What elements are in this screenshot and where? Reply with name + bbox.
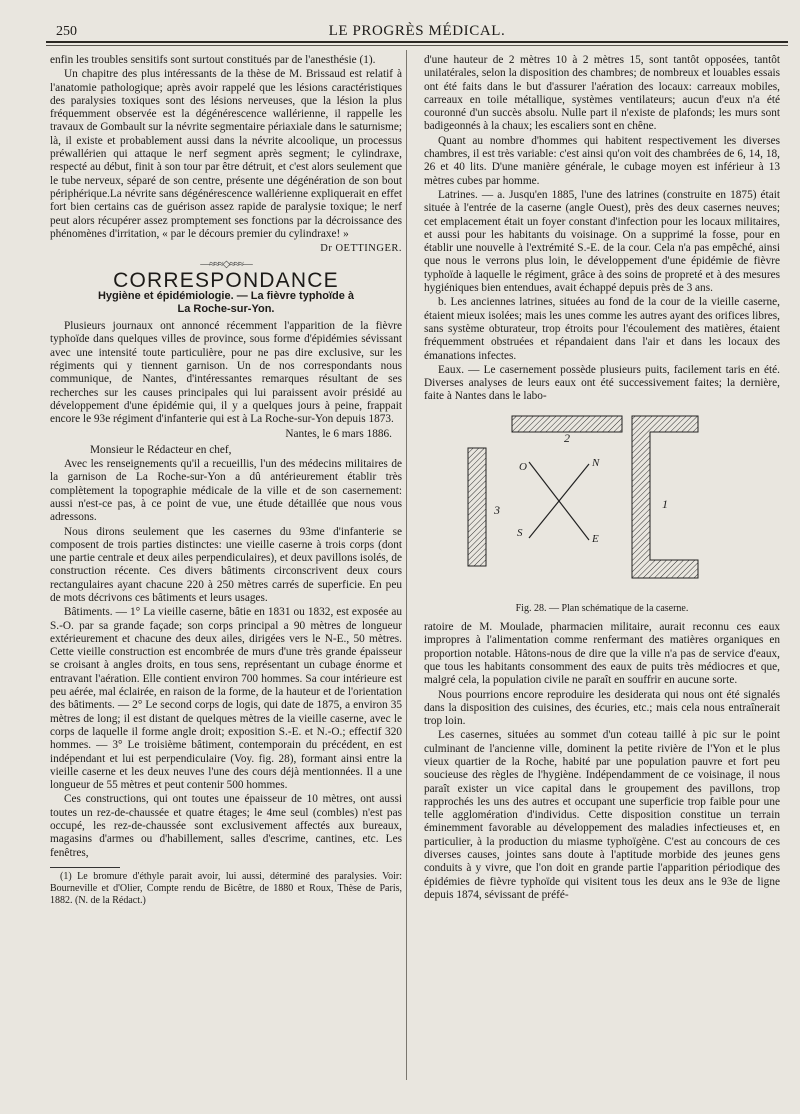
barracks-plan-figure [424, 412, 780, 602]
header-rule-thin [46, 45, 788, 46]
paragraph: Nous pourrions encore reproduire les desiderata qui nous ont été signalés dans la disposition des cuisines, des écuries, etc.; mais cela nous entraînerait trop loin. [424, 688, 780, 728]
footnote: (1) Le bromure d'éthyle parait avoir, lui aussi, déterminé des paralysies. Voir: Bourneville et d'Olier, Compte rendu de Bicêtre, de 1880 et Roux, Thèse de Paris, 1882. (N. de la Rédact.) [50, 870, 402, 906]
journal-title: LE PROGRÈS MÉDICAL. [328, 23, 506, 39]
paragraph: ratoire de M. Moulade, pharmacien militaire, aurait reconnu ces eaux impropres à l'alimentation comme renfermant des matières organiques en proportion notable. Hâtons-nous de dire que la ville n'a pas de service d'eaux, que tous les habitants consomment des eaux de puits très médiocres et que, malgré cela, la population civile ne paraît en souffrir en aucune sorte. [424, 621, 780, 687]
letter-date: Nantes, le 6 mars 1886. [285, 428, 392, 441]
barracks-plan-diagram [424, 412, 780, 602]
paragraph: Nous dirons seulement que les casernes du 93me d'infanterie se composent de trois parties distinctes: une vieille caserne à trois corps (dont une partie centrale et deux ailes perpendiculaires), et deux pavillons isolés, de construction récente. Ces divers bâtiments circonscrivent deux cours rectangulaires ayant chacune 220 à 250 mètres carrés de superficie. En peu de mots décrivons ces bâtiments et leurs usages. [50, 525, 402, 604]
subheading-line: Hygiène et épidémiologie. — La fièvre typhoïde à [97, 290, 355, 303]
paragraph: Avec les renseignements qu'il a recueillis, l'un des médecins militaires de la garnison de La Roche-sur-Yon a dû antérieurement établir très complètement la topographie médicale de la ville et de son casernement: aussi n'est-ce pas, à ce point de vue, une étude détaillée que nous vous adressons. [50, 458, 402, 524]
header-rule [46, 41, 788, 43]
page-number: 250 [56, 24, 77, 39]
figure-caption: Fig. 28. — Plan schématique de la caserne. [515, 602, 689, 614]
article-signature: Dr OETTINGER. [320, 243, 402, 255]
label-building-1: 1 [662, 496, 668, 511]
paragraph: Un chapitre des plus intéressants de la thèse de M. Brissaud est relatif à l'anatomie pathologique; après avoir rappelé que les lésions caractéristiques des paralysies toxiques sont des lésions nerveuses, que la lésion la plus fréquemment observée est la dégénérescence wallérienne, il rappelle les travaux de Gombault sur la névrite segmentaire périaxiale dans le saturnisme; là, il existe et probablement aussi dans la névrite alcoolique, un processus préwallérien qui attaque le nerf segment après segment; le cylindraxe, respecté au début, finit à son tour par être détruit, et c'est alors seulement que le tube nerveux, séparé de son centre, présente une dégénération de son bout périphérique.La névrite sans dégénérescence wallérienne expliquerait en effet fort bien certains cas de guérison assez rapide de paralysie toxique; le nerf peut alors récupérer assez promptement ses fonctions par la décroissance des phénomènes d'irritation, « par le décours premier du cylindraxe! » [50, 68, 402, 240]
paragraph: b. Les anciennes latrines, situées au fond de la cour de la vieille caserne, étaient mieux isolées; mais les unes comme les autres ayant des orifices libres, sans système obturateur, trop étroits pour l'écoulement des matières, étaient fréquemment obstruées et répandaient dans l'air et dans les locaux des émanations infectes. [424, 296, 780, 362]
paragraph: d'une hauteur de 2 mètres 10 à 2 mètres 15, sont tantôt opposées, tantôt unilatérales, selon la disposition des chambres; de nombreux et louables essais ont été faits dans le but d'assurer l'aération des locaux: carreaux mobiles, carreaux en toile métallique, systèmes ventilateurs; aucun d'eux n'a été couronné d'un succès absolu. Nulle part il n'existe de plafonds; les murs sont badigeonnés à la chaux; les escaliers sont en chêne. [424, 54, 780, 133]
compass-label-o: O [519, 460, 527, 473]
right-column [424, 54, 780, 903]
label-building-2: 2 [564, 430, 570, 445]
article-subheading [50, 290, 402, 316]
compass-label-n: N [592, 456, 600, 469]
paragraph: Les casernes, situées au sommet d'un coteau taillé à pic sur le point culminant de l'ancienne ville, dominent la petite rivière de l'Yon et le plus vieux quartier de la Roche, habité par une population pauvre et fort peu soucieuse des règles de l'hygiène. Indépendamment de ce voisinage, il nous paraît exister un vice capital dans le groupement des pavillons, trop rapprochés les uns des autres et occupant une superficie trop faible pour une telle agglomération d'individus. Cette disposition constitue un terrain éminemment favorable au développement des maladies infectieuses et, en particulier, à la production du miasme typhoïgène. C'est au concours de ces diverses causes, jointes sans doute à l'aptitude morbide des jeunes gens conduits à y vivre, que l'on doit en grande partie l'apparition périodique des épidémies de fièvre typhoïde qui visitent tous les deux ans le 93e de ligne depuis 1874, sévissant de préfé- [424, 729, 780, 901]
compass-line [529, 464, 589, 538]
column-divider [406, 50, 407, 1080]
paragraph: Ces constructions, qui ont toutes une épaisseur de 10 mètres, ont aussi toutes un rez-de-chaussée et quatre étages; le 4me seul (combles) n'est pas occupé, les rez-de-chaussée sont exclusivement affectés aux bureaux, magasins d'armes ou d'habillement, salles d'escrime, cantines, etc. Les fenêtres, [50, 793, 402, 859]
label-building-3: 3 [494, 502, 500, 517]
building-3 [468, 448, 486, 566]
compass-label-e: E [592, 532, 599, 545]
page-header [46, 18, 788, 40]
paragraph: Latrines. — a. Jusqu'en 1885, l'une des latrines (construite en 1875) était située à l'entrée de la caserne (angle Ouest), près des deux casernes neuves; cet emplacement était un foyer constant d'infection pour les locaux militaires, et aussi pour les habitants du voisinage. On a supprimé la fosse, pour en établir une nouvelle à l'extrémité S.-E. de la cour. Cela n'a pas empêché, ainsi que nous le verrons plus loin, le développement d'une épidémie de fièvre typhoïde à laquelle le régiment, grâce à des soins de propreté et à des mesures hygiéniques bien entendues, avait échappé depuis près de 3 ans. [424, 188, 780, 295]
paragraph: Eaux. — Le casernement possède plusieurs puits, facilement taris en été. Diverses analyses de leurs eaux ont été successivement faites; la dernière, faite à Nantes dans le labo- [424, 363, 780, 403]
footnote-rule [50, 867, 120, 868]
paragraph: Quant au nombre d'hommes qui habitent respectivement les diverses chambres, il est très variable: c'est ainsi qu'on voit des chambrées de 6, 14, 18, 26 et 40 lits. D'une manière générale, le cubage moyen est inférieur à 13 mètres cubes par homme. [424, 134, 780, 187]
paragraph: Plusieurs journaux ont annoncé récemment l'apparition de la fièvre typhoïde dans quelques villes de province, sous forme d'épidémies sévissant avec une intensité toute particulière, pour ne pas dire exclusive, sur les régiments qui y tiennent garnison. Un de nos correspondants nous communique, de Nantes, d'intéressantes remarques résultant de ses recherches sur les causes principales qui lui paraissent avoir présidé au développement d'une épidémie qui, il y a quelques jours à peine, frappait encore le 93e régiment d'infanterie qui est à La Roche-sur-Yon depuis 1873. [50, 320, 402, 426]
compass-label-s: S [517, 526, 523, 539]
section-title: CORRESPONDANCE [113, 268, 339, 292]
paragraph: enfin les troubles sensitifs sont surtout constitués par de l'anesthésie (1). [50, 54, 376, 66]
left-column [50, 54, 402, 908]
subheading-line: La Roche-sur-Yon. [177, 303, 275, 316]
building-2 [512, 416, 622, 432]
paragraph: Bâtiments. — 1° La vieille caserne, bâtie en 1831 ou 1832, est exposée au S.-O. par sa grande façade; son corps principal a 90 mètres de longueur extérieurement et chacune des deux ailes, dirigées vers le N-E., 50 mètres. Cette vieille construction est encombrée de murs d'une très grande épaisseur se croisant à angles droits, en tous sens, représentant un cubage énorme et entravant l'aération. Elle contient environ 700 hommes. Sa cour intérieure est peu aérée, mal éclairée, en raison de la forme, de la hauteur et de l'orientation des bâtiments. — 2° Le second corps de logis, qui date de 1875, a environ 35 mètres de long; il est distant de quelques mètres de la vieille caserne, avec le corps de laquelle il forme angle droit; exposition S.-E. et N.-O.; effectif 320 hommes. — 3° Le troisième bâtiment, contemporain du précédent, en est indépendant et lui est perpendiculaire (Voy. fig. 28), formant ainsi entre la vieille caserne et les deux neuves l'une des cours déjà mentionnées. Il a une longueur de 55 mètres et peut contenir 500 hommes. [50, 606, 402, 792]
letter-salutation: Monsieur le Rédacteur en chef, [90, 443, 232, 456]
section-ornament: —≈≈≈◇≈≈≈— [200, 259, 252, 271]
